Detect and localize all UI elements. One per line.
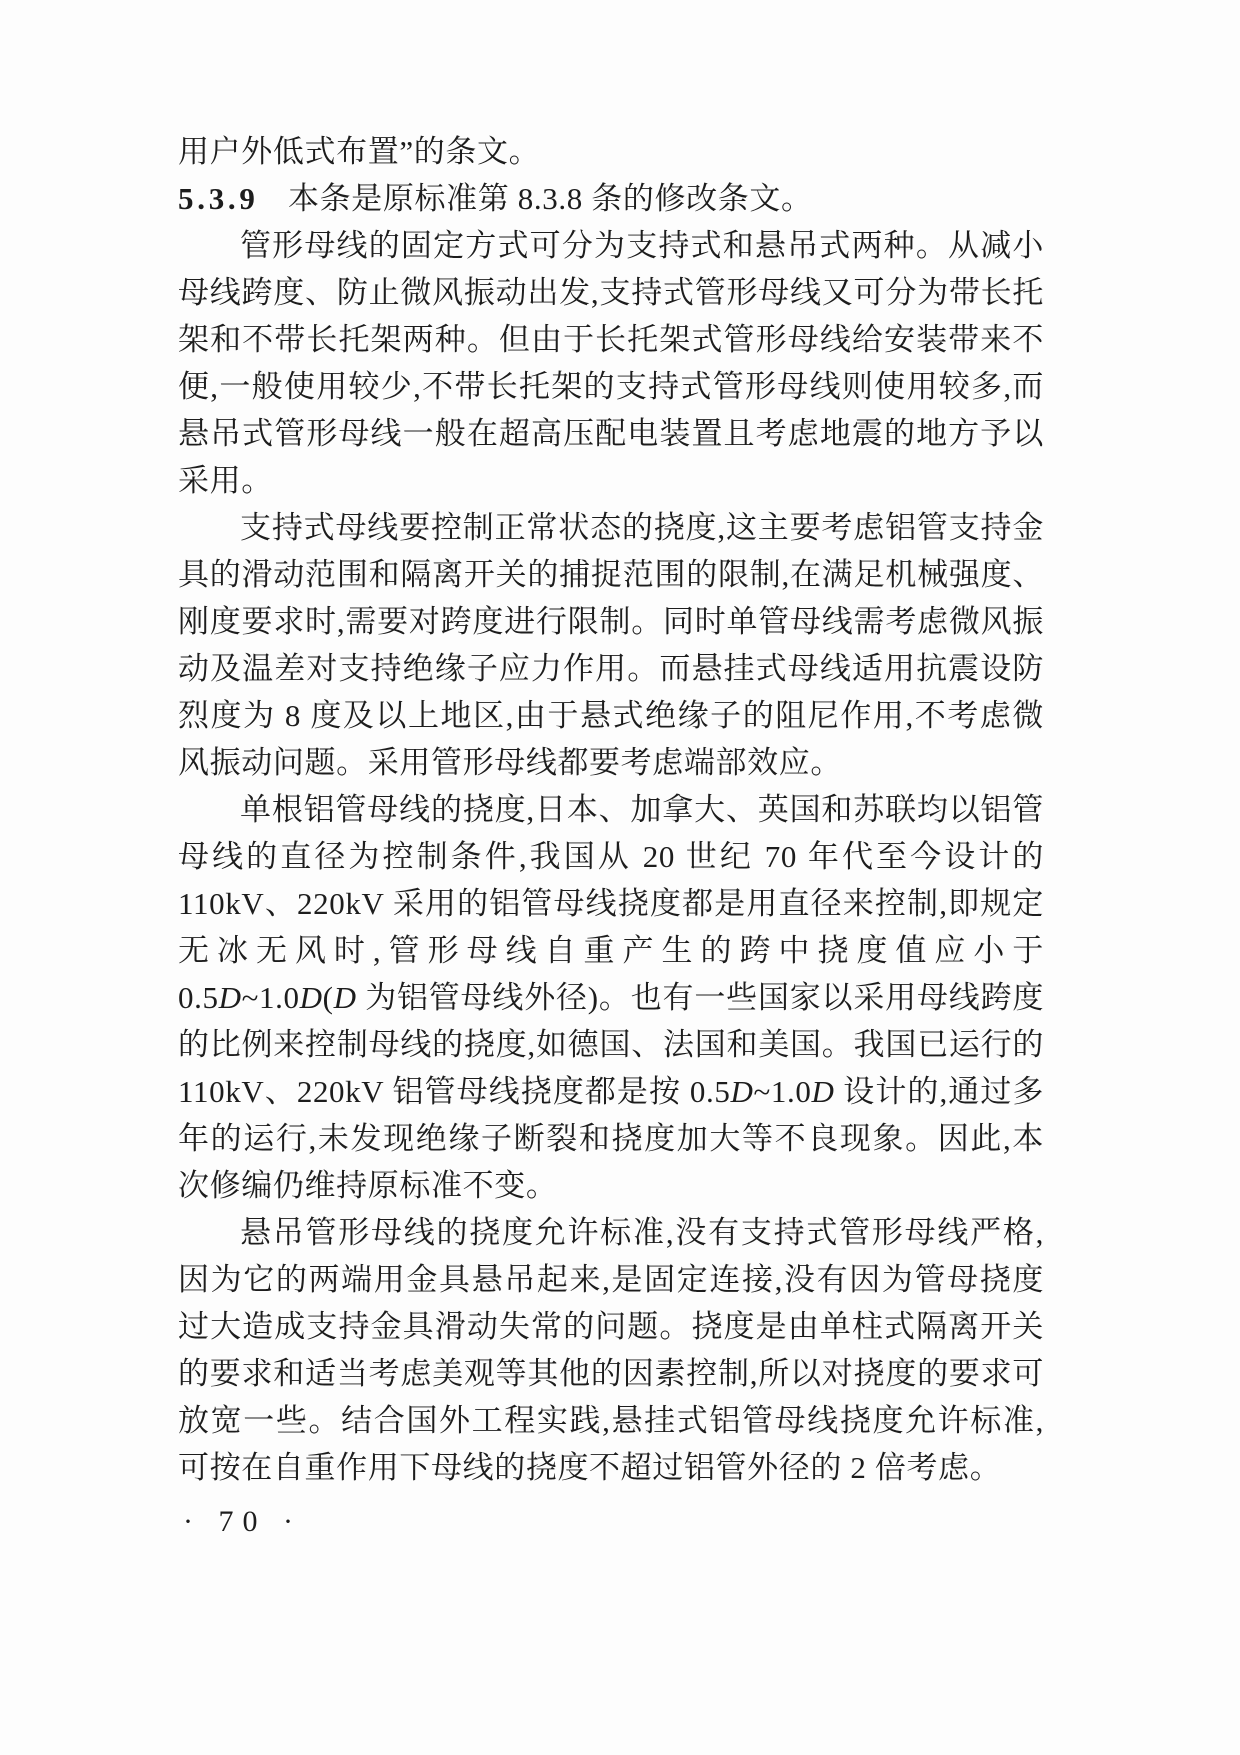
paragraph-text: 悬吊管形母线的挠度允许标准,没有支持式管形母线严格,因为它的两端用金具悬吊起来,是固定连接,没有因为管母挠度过大造成支持金具滑动失常的问题。挠度是由单柱式隔离开关的要求和适当考虑美观等其他的因素控制,所以对挠度的要求可放宽一些。结合国外工程实践,悬挂式铝管母线挠度允许标准,可按在自重作用下母线的挠度不超过铝管外径的 2 倍考虑。	[178, 1215, 1044, 1485]
paragraph-text: 管形母线的固定方式可分为支持式和悬吊式两种。从减小母线跨度、防止微风振动出发,支持式管形母线又可分为带长托架和不带长托架两种。但由于长托架式管形母线给安装带来不便,一般使用较少,不带长托架的支持式管形母线则使用较多,而悬吊式管形母线一般在超高压配电装置且考虑地震的地方予以采用。	[178, 228, 1044, 498]
paragraph	[178, 786, 1044, 1209]
clause-number: 5.3.9	[178, 181, 259, 216]
document-body	[178, 128, 1044, 1491]
paragraph	[178, 222, 1044, 504]
paragraph-text: 本条是原标准第 8.3.8 条的修改条文。	[288, 181, 813, 216]
paragraph	[178, 175, 1044, 222]
paragraph-text: 单根铝管母线的挠度,日本、加拿大、英国和苏联均以铝管母线的直径为控制条件,我国从 20 世纪 70 年代至今设计的 110kV、220kV 采用的铝管母线挠度都是用直径来控制,即规定无冰无风时,管形母线自重产生的跨中挠度值应小于 0.5D~1.0D(D 为铝管母线外径)。也有一些国家以采用母线跨度的比例来控制母线的挠度,如德国、法国和美国。我国已运行的 110kV、220kV 铝管母线挠度都是按 0.5D~1.0D 设计的,通过多年的运行,未发现绝缘子断裂和挠度加大等不良现象。因此,本次修编仍维持原标准不变。	[178, 792, 1044, 1203]
paragraph	[178, 128, 1044, 175]
paragraph	[178, 1209, 1044, 1491]
page-number: · 70 ·	[183, 1505, 302, 1538]
paragraph-text: 用户外低式布置”的条文。	[178, 134, 541, 169]
paragraph-text: 支持式母线要控制正常状态的挠度,这主要考虑铝管支持金具的滑动范围和隔离开关的捕捉范围的限制,在满足机械强度、刚度要求时,需要对跨度进行限制。同时单管母线需考虑微风振动及温差对支持绝缘子应力作用。而悬挂式母线适用抗震设防烈度为 8 度及以上地区,由于悬式绝缘子的阻尼作用,不考虑微风振动问题。采用管形母线都要考虑端部效应。	[178, 510, 1044, 780]
paragraph	[178, 504, 1044, 786]
